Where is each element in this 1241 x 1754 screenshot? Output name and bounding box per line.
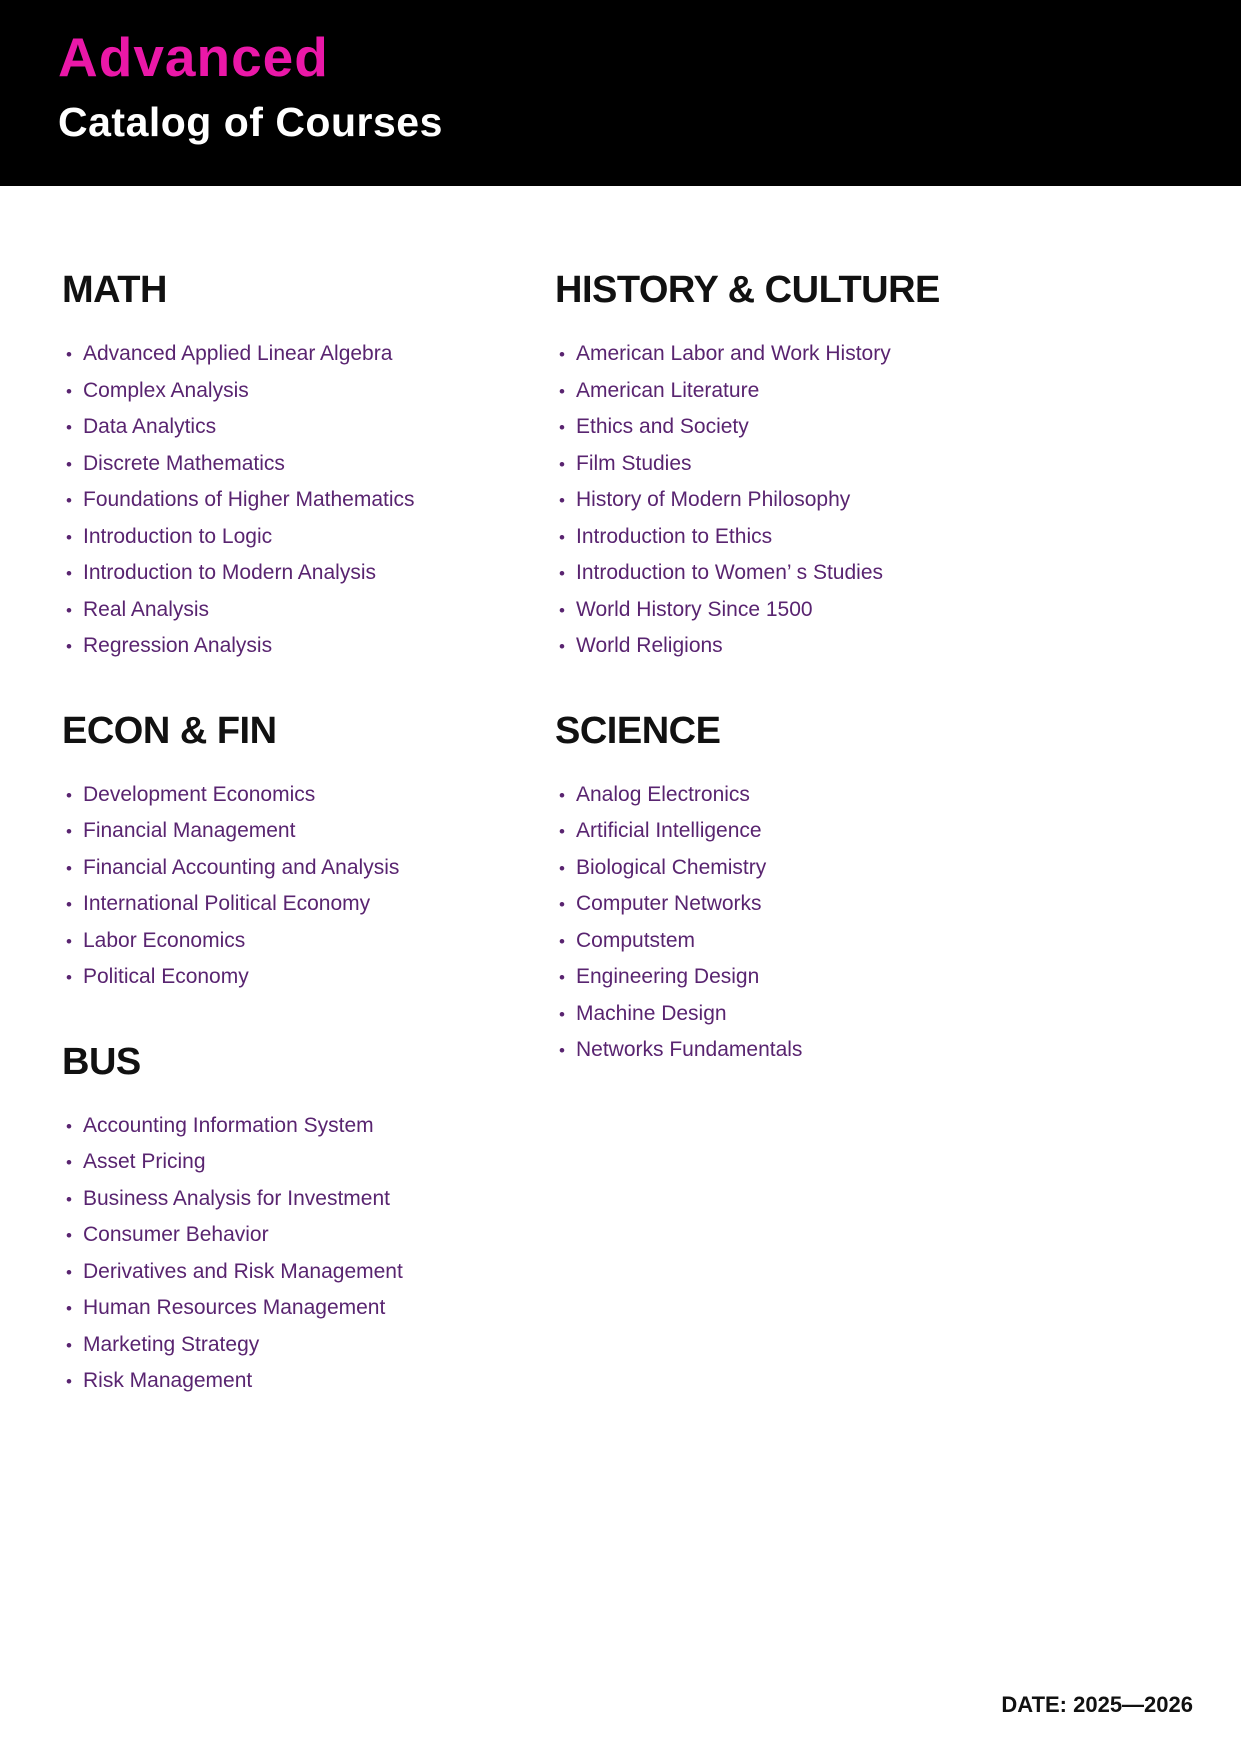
- course-item: [62, 1108, 555, 1145]
- course-section: [555, 268, 1241, 665]
- course-item: [555, 373, 1241, 410]
- course-item: [62, 886, 555, 923]
- course-item: [62, 1181, 555, 1218]
- catalog-column-right: [555, 268, 1241, 1400]
- course-label: Biological Chemistry: [576, 855, 767, 879]
- bullet-icon: •: [66, 1372, 72, 1391]
- course-item: [555, 409, 1241, 446]
- bullet-icon: •: [66, 858, 72, 878]
- course-label: Introduction to Women’ s Studies: [576, 561, 883, 584]
- course-label: Computstem: [576, 928, 696, 952]
- bullet-icon: •: [66, 1262, 72, 1282]
- course-section: [62, 268, 555, 665]
- bullet-icon: •: [66, 1226, 72, 1245]
- bullet-icon: •: [559, 527, 565, 547]
- section-heading: BUS: [62, 1040, 141, 1083]
- bullet-icon: •: [66, 968, 72, 987]
- course-label: Financial Management: [83, 819, 296, 842]
- catalog-column-left: [62, 268, 555, 1400]
- course-item: [62, 336, 555, 373]
- course-label: Advanced Applied Linear Algebra: [83, 342, 393, 365]
- course-label: Labor Economics: [83, 928, 246, 952]
- catalog-columns: [62, 268, 1241, 1400]
- bullet-icon: •: [66, 785, 72, 805]
- page-title: Advanced: [58, 26, 329, 88]
- course-item: [555, 959, 1241, 996]
- course-label: Artificial Intelligence: [576, 819, 762, 842]
- course-item: [555, 1032, 1241, 1069]
- bullet-icon: •: [66, 418, 72, 437]
- course-label: Data Analytics: [83, 415, 217, 438]
- course-item: [555, 555, 1241, 592]
- course-label: Networks Fundamentals: [576, 1038, 803, 1061]
- course-label: History of Modern Philosophy: [576, 488, 851, 511]
- course-label: Complex Analysis: [83, 378, 249, 402]
- course-item: [555, 777, 1241, 814]
- course-list: [62, 777, 555, 996]
- course-label: Introduction to Logic: [83, 524, 273, 548]
- course-label: Foundations of Higher Mathematics: [83, 488, 415, 511]
- course-label: Computer Networks: [576, 892, 762, 915]
- course-label: Business Analysis for Investment: [83, 1186, 390, 1210]
- section-heading: SCIENCE: [555, 709, 721, 752]
- bullet-icon: •: [66, 931, 72, 951]
- course-item: [62, 850, 555, 887]
- course-item: [62, 1290, 555, 1327]
- bullet-icon: •: [559, 491, 565, 510]
- course-item: [555, 996, 1241, 1033]
- bullet-icon: •: [559, 454, 565, 474]
- course-item: [62, 373, 555, 410]
- course-item: [62, 628, 555, 665]
- bullet-icon: •: [66, 345, 72, 364]
- bullet-icon: •: [559, 564, 565, 583]
- course-label: Discrete Mathematics: [83, 451, 285, 475]
- page-header: [0, 0, 1241, 186]
- course-item: [555, 923, 1241, 960]
- bullet-icon: •: [559, 345, 565, 364]
- bullet-icon: •: [559, 1041, 565, 1060]
- bullet-icon: •: [66, 1299, 72, 1318]
- course-item: [62, 592, 555, 629]
- bullet-icon: •: [66, 454, 72, 474]
- course-label: Ethics and Society: [576, 415, 749, 438]
- course-label: Accounting Information System: [83, 1113, 374, 1137]
- course-item: [62, 1217, 555, 1254]
- course-label: Film Studies: [576, 451, 692, 475]
- course-label: American Literature: [576, 378, 760, 402]
- bullet-icon: •: [66, 564, 72, 583]
- course-item: [555, 519, 1241, 556]
- course-list: [555, 336, 1241, 665]
- course-label: Risk Management: [83, 1369, 253, 1392]
- course-item: [555, 813, 1241, 850]
- course-label: Development Economics: [83, 782, 316, 806]
- section-heading: HISTORY & CULTURE: [555, 269, 940, 311]
- bullet-icon: •: [559, 381, 565, 401]
- bullet-icon: •: [66, 1335, 72, 1355]
- date-label: DATE: 2025—2026: [1001, 1692, 1193, 1717]
- course-list: [555, 777, 1241, 1069]
- course-item: [555, 446, 1241, 483]
- course-list: [62, 336, 555, 665]
- course-label: Marketing Strategy: [83, 1332, 260, 1356]
- course-item: [62, 923, 555, 960]
- course-label: Regression Analysis: [83, 634, 273, 657]
- course-label: Introduction to Modern Analysis: [83, 561, 376, 584]
- course-label: Real Analysis: [83, 597, 210, 621]
- course-item: [555, 482, 1241, 519]
- course-item: [62, 446, 555, 483]
- bullet-icon: •: [559, 822, 565, 841]
- course-item: [62, 519, 555, 556]
- course-item: [62, 1254, 555, 1291]
- course-item: [62, 1144, 555, 1181]
- page-subtitle: Catalog of Courses: [58, 99, 443, 145]
- bullet-icon: •: [66, 1189, 72, 1209]
- bullet-icon: •: [66, 600, 72, 620]
- course-label: Derivatives and Risk Management: [83, 1259, 403, 1283]
- course-label: Financial Accounting and Analysis: [83, 855, 400, 879]
- bullet-icon: •: [66, 822, 72, 841]
- section-heading: ECON & FIN: [62, 709, 277, 752]
- bullet-icon: •: [559, 968, 565, 987]
- course-label: Engineering Design: [576, 965, 760, 988]
- course-item: [62, 777, 555, 814]
- bullet-icon: •: [559, 785, 565, 805]
- bullet-icon: •: [66, 1116, 72, 1136]
- course-item: [555, 628, 1241, 665]
- course-section: [62, 709, 555, 996]
- bullet-icon: •: [66, 381, 72, 401]
- course-item: [62, 959, 555, 996]
- course-item: [62, 409, 555, 446]
- bullet-icon: •: [559, 931, 565, 951]
- course-label: Political Economy: [83, 965, 249, 988]
- course-item: [555, 850, 1241, 887]
- bullet-icon: •: [66, 527, 72, 547]
- course-section: [62, 1040, 555, 1400]
- section-heading: MATH: [62, 269, 167, 311]
- course-label: Machine Design: [576, 1001, 727, 1025]
- course-item: [62, 1327, 555, 1364]
- bullet-icon: •: [559, 600, 565, 620]
- bullet-icon: •: [66, 895, 72, 914]
- course-item: [62, 482, 555, 519]
- bullet-icon: •: [559, 637, 565, 656]
- course-item: [555, 886, 1241, 923]
- bullet-icon: •: [66, 491, 72, 510]
- course-item: [62, 1363, 555, 1400]
- bullet-icon: •: [559, 1004, 565, 1024]
- course-label: Asset Pricing: [83, 1150, 206, 1173]
- course-label: American Labor and Work History: [576, 342, 891, 365]
- course-label: Introduction to Ethics: [576, 524, 773, 548]
- bullet-icon: •: [559, 895, 565, 914]
- course-section: [555, 709, 1241, 1069]
- course-item: [62, 555, 555, 592]
- bullet-icon: •: [66, 1153, 72, 1172]
- course-label: Analog Electronics: [576, 782, 750, 806]
- course-list: [62, 1108, 555, 1400]
- course-label: International Political Economy: [83, 892, 371, 915]
- catalog-body: [0, 186, 1241, 1400]
- course-label: Human Resources Management: [83, 1296, 386, 1319]
- bullet-icon: •: [66, 637, 72, 656]
- course-label: World Religions: [576, 634, 723, 657]
- course-label: World History Since 1500: [576, 597, 813, 621]
- course-item: [555, 592, 1241, 629]
- course-label: Consumer Behavior: [83, 1223, 269, 1246]
- bullet-icon: •: [559, 858, 565, 878]
- course-item: [555, 336, 1241, 373]
- course-item: [62, 813, 555, 850]
- bullet-icon: •: [559, 418, 565, 437]
